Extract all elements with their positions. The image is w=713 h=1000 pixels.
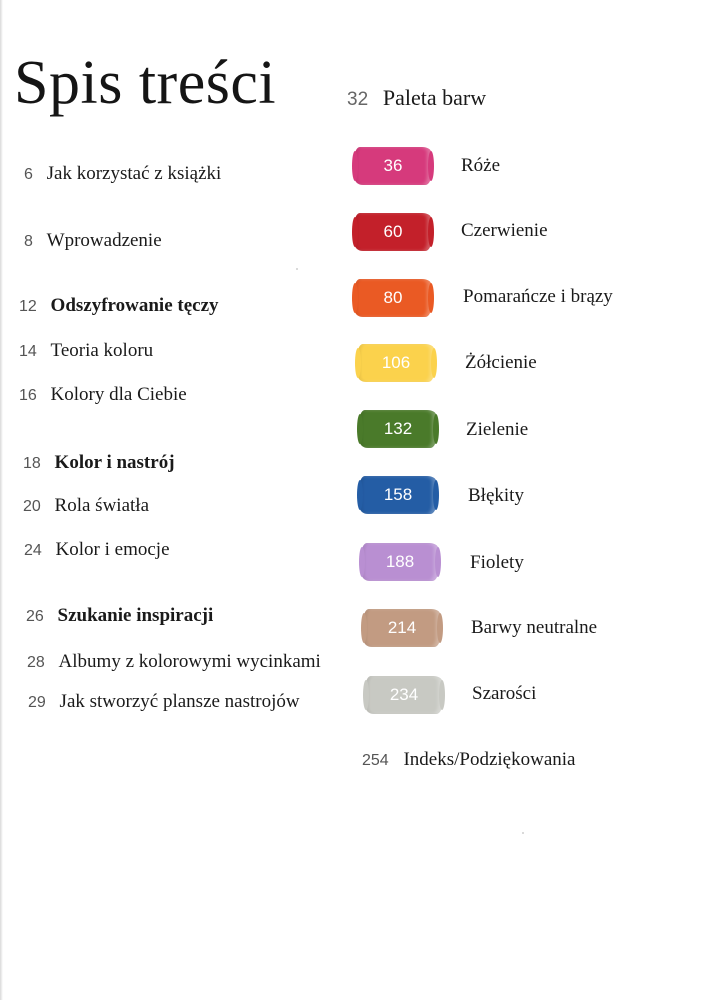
swatch-label[interactable]: Czerwienie <box>461 220 548 241</box>
toc-entry-label: Odszyfrowanie tęczy <box>50 295 219 316</box>
color-swatch-yellow[interactable] <box>358 344 434 382</box>
toc-page-number: 32 <box>347 89 369 110</box>
swatch-page-number: 132 <box>383 419 413 438</box>
toc-section-entry[interactable] <box>23 453 175 472</box>
toc-entry[interactable] <box>362 750 575 769</box>
toc-entry[interactable] <box>19 385 187 404</box>
toc-entry-label: Indeks/Podziękowania <box>403 749 576 770</box>
color-swatch-blue[interactable] <box>360 476 436 514</box>
swatch-label[interactable]: Szarości <box>472 683 537 704</box>
swatch-label[interactable]: Żółcienie <box>465 352 537 373</box>
swatch-label[interactable]: Fiolety <box>470 552 524 573</box>
color-swatch-green[interactable] <box>360 410 436 448</box>
toc-page-number: 12 <box>19 298 37 315</box>
toc-entry-label: Kolory dla Ciebie <box>50 384 187 405</box>
swatch-label[interactable]: Błękity <box>468 485 524 506</box>
toc-entry[interactable] <box>24 231 162 250</box>
toc-entry-label: Kolor i emocje <box>55 539 170 560</box>
color-swatch-grey[interactable] <box>366 676 442 714</box>
scan-speck <box>522 832 524 834</box>
swatch-page-number: 106 <box>381 353 411 372</box>
toc-entry-label: Teoria koloru <box>50 340 154 361</box>
toc-page-number: 18 <box>23 455 41 472</box>
toc-entry-label: Albumy z kolorowymi wycinkami <box>58 651 321 672</box>
toc-entry[interactable] <box>19 341 153 360</box>
toc-page-number: 26 <box>26 608 44 625</box>
swatch-page-number: 60 <box>383 222 403 241</box>
toc-entry-label: Paleta barw <box>382 85 487 110</box>
swatch-page-number: 36 <box>383 156 403 175</box>
swatch-page-number: 214 <box>387 618 417 637</box>
color-swatch-violet[interactable] <box>362 543 438 581</box>
toc-page-number: 8 <box>24 233 33 250</box>
page-title: Spis treści <box>14 49 277 117</box>
toc-entry[interactable] <box>24 540 170 559</box>
toc-page-number: 16 <box>19 387 37 404</box>
toc-page-number: 20 <box>23 498 41 515</box>
toc-entry[interactable] <box>28 692 300 711</box>
toc-entry[interactable] <box>23 496 149 515</box>
page-edge <box>0 0 3 1000</box>
color-swatch-neutral[interactable] <box>364 609 440 647</box>
color-swatch-pink[interactable] <box>355 147 431 185</box>
swatch-label[interactable]: Pomarańcze i brązy <box>463 286 613 307</box>
toc-page-number: 28 <box>27 654 45 671</box>
toc-page-number: 254 <box>362 752 389 769</box>
palette-section-header[interactable] <box>347 87 486 109</box>
swatch-page-number: 158 <box>383 485 413 504</box>
toc-page-number: 6 <box>24 166 33 183</box>
toc-entry-label: Kolor i nastrój <box>54 452 175 473</box>
toc-entry-label: Szukanie inspiracji <box>57 605 214 626</box>
toc-entry[interactable] <box>27 652 321 671</box>
toc-page-number: 24 <box>24 542 42 559</box>
toc-entry-label: Jak korzystać z książki <box>46 163 222 184</box>
toc-page-number: 14 <box>19 343 37 360</box>
toc-entry-label: Wprowadzenie <box>46 230 162 251</box>
toc-entry-label: Rola światła <box>54 495 149 516</box>
toc-page-number: 29 <box>28 694 46 711</box>
toc-section-entry[interactable] <box>19 296 219 315</box>
toc-entry[interactable] <box>24 164 221 183</box>
color-swatch-red[interactable] <box>355 213 431 251</box>
swatch-page-number: 80 <box>383 288 403 307</box>
color-swatch-orange[interactable] <box>355 279 431 317</box>
scan-speck <box>296 268 298 270</box>
swatch-label[interactable]: Róże <box>461 155 501 176</box>
swatch-label[interactable]: Zielenie <box>466 419 529 440</box>
swatch-page-number: 188 <box>385 552 415 571</box>
toc-section-entry[interactable] <box>26 606 213 625</box>
swatch-label[interactable]: Barwy neutralne <box>471 617 598 638</box>
swatch-page-number: 234 <box>389 685 419 704</box>
toc-entry-label: Jak stworzyć plansze nastrojów <box>59 691 300 712</box>
